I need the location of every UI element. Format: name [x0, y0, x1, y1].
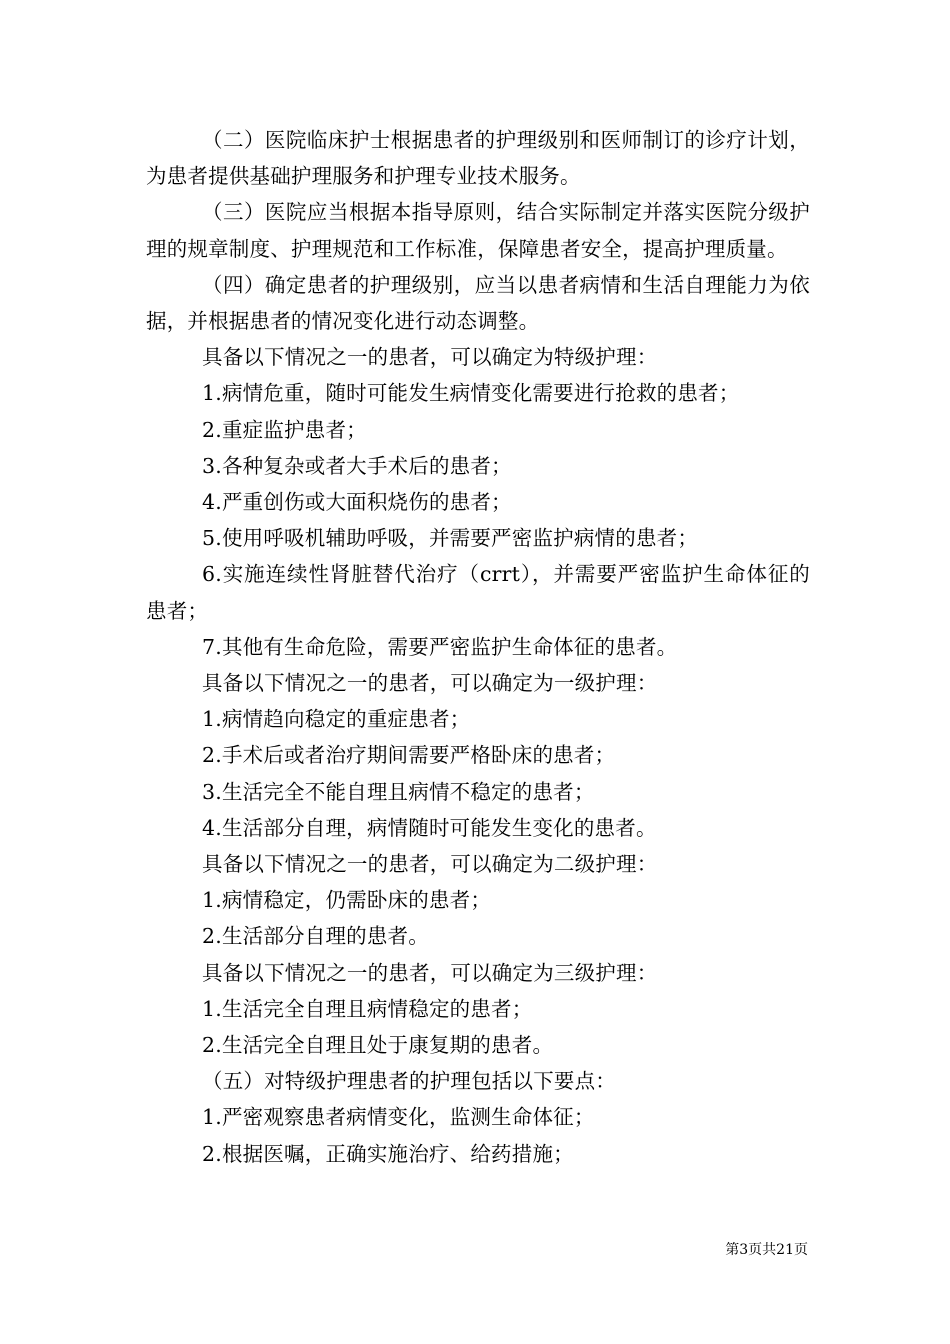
- list-item: 4.生活部分自理，病情随时可能发生变化的患者。: [202, 815, 657, 840]
- list-item: 1.病情趋向稳定的重症患者；: [202, 707, 471, 732]
- list-item: 1.病情稳定，仍需卧床的患者；: [202, 888, 492, 913]
- list-item: 7.其他有生命危险，需要严密监护生命体征的患者。: [202, 634, 678, 659]
- list-item: 2.根据医嘱，正确实施治疗、给药措施；: [202, 1141, 574, 1166]
- list-item: 6.实施连续性肾脏替代治疗（crrt），并需要严密监护生命体征的患者；: [146, 562, 810, 623]
- list-item: 2.生活部分自理的患者。: [202, 924, 429, 949]
- list-item: 1.病情危重，随时可能发生病情变化需要进行抢救的患者；: [202, 381, 740, 406]
- list-item: 2.生活完全自理且处于康复期的患者。: [202, 1033, 554, 1058]
- criteria-heading-level-1: 具备以下情况之一的患者，可以确定为一级护理：: [202, 671, 658, 696]
- paragraph-4: （四）确定患者的护理级别，应当以患者病情和生活自理能力为依据，并根据患者的情况变化进行动态调整。: [146, 272, 810, 334]
- list-item: 1.生活完全自理且病情稳定的患者；: [202, 996, 533, 1021]
- document-body: [146, 122, 810, 1172]
- criteria-heading-special: 具备以下情况之一的患者，可以确定为特级护理：: [202, 345, 658, 370]
- list-item: 3.生活完全不能自理且病情不稳定的患者；: [202, 779, 595, 804]
- criteria-heading-level-2: 具备以下情况之一的患者，可以确定为二级护理：: [202, 852, 658, 877]
- criteria-heading-level-3: 具备以下情况之一的患者，可以确定为三级护理：: [202, 960, 658, 985]
- list-item: 4.严重创伤或大面积烧伤的患者；: [202, 490, 512, 515]
- paragraph-5: （五）对特级护理患者的护理包括以下要点：: [202, 1069, 616, 1094]
- list-item: 5.使用呼吸机辅助呼吸，并需要严密监护病情的患者；: [202, 526, 699, 551]
- list-item: 1.严密观察患者病情变化，监测生命体征；: [202, 1105, 595, 1130]
- page-number: 第3页共21页: [725, 1242, 808, 1258]
- paragraph-2: （二）医院临床护士根据患者的护理级别和医师制订的诊疗计划，为患者提供基础护理服务和护理专业技术服务。: [146, 128, 810, 189]
- list-item: 2.手术后或者治疗期间需要严格卧床的患者；: [202, 743, 616, 768]
- paragraph-3: （三）医院应当根据本指导原则，结合实际制定并落实医院分级护理的规章制度、护理规范和工作标准，保障患者安全，提高护理质量。: [146, 200, 810, 261]
- list-item: 2.重症监护患者；: [202, 417, 367, 442]
- list-item: 3.各种复杂或者大手术后的患者；: [202, 453, 512, 478]
